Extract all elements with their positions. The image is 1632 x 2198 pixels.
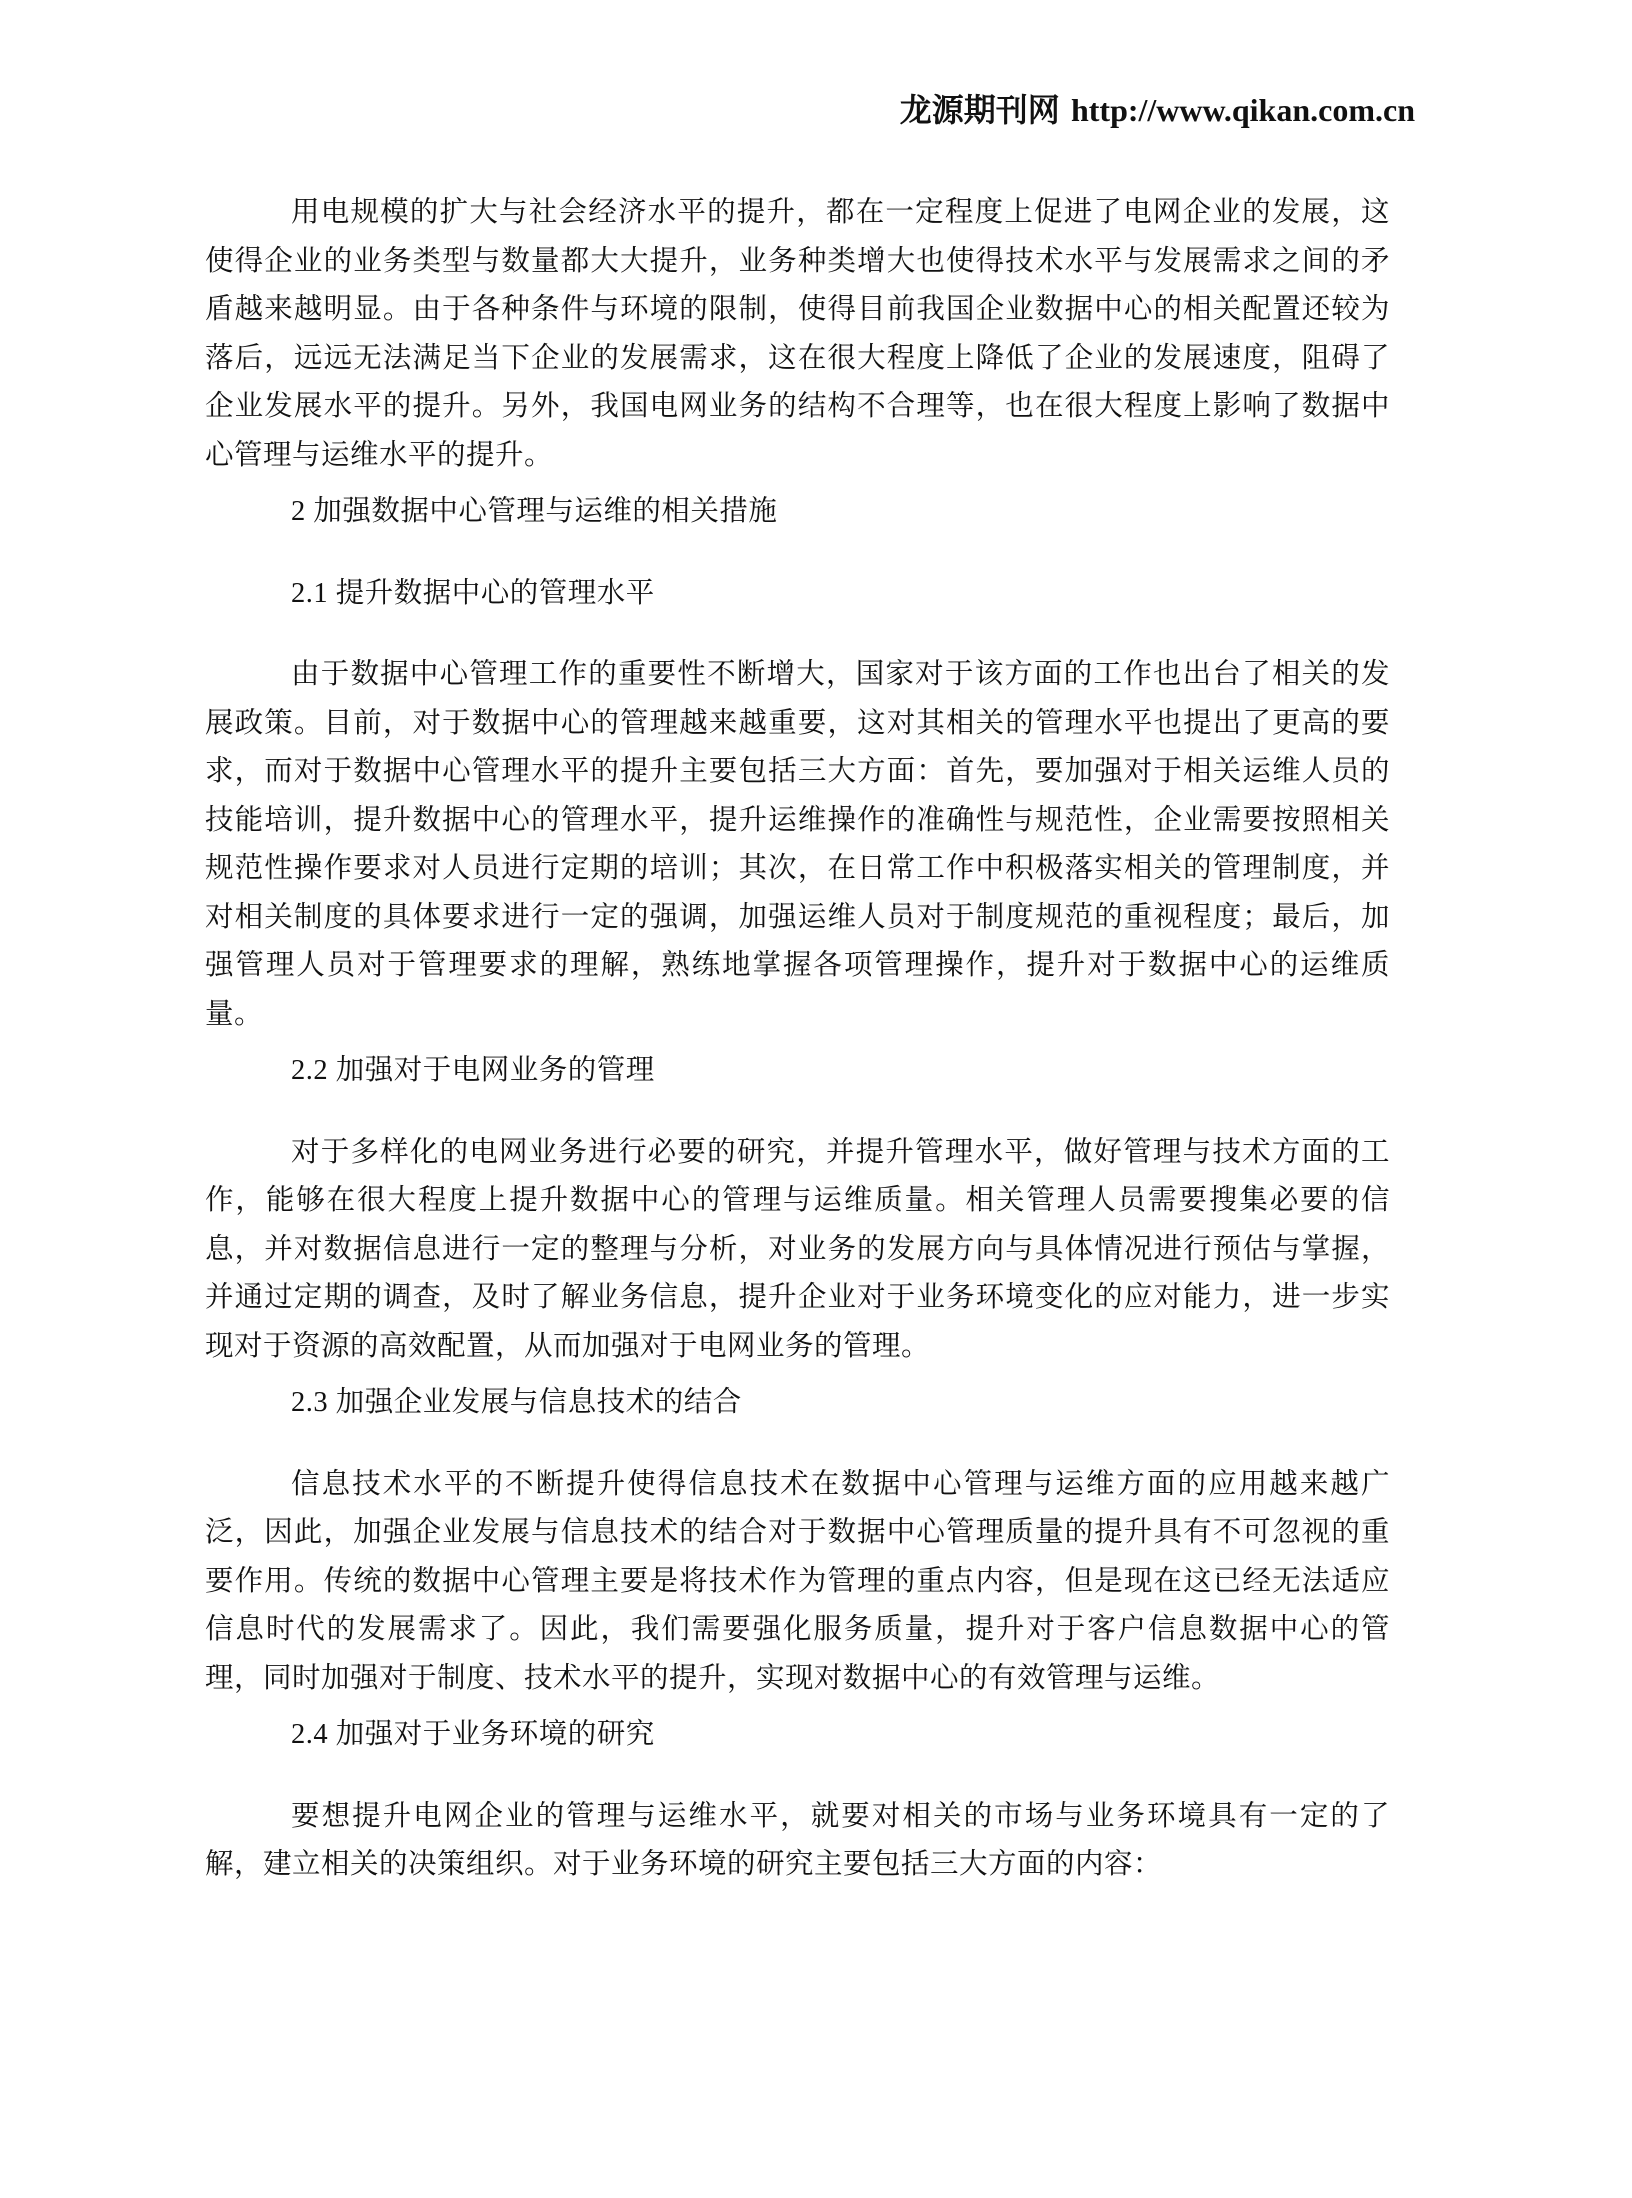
- heading-section-2: 2 加强数据中心管理与运维的相关措施: [291, 496, 778, 527]
- paragraph-section-2-2: 对于多样化的电网业务进行必要的研究，并提升管理水平，做好管理与技术方面的工作，能够在很大程度上提升数据中心的管理与运维质量。相关管理人员需要搜集必要的信息，并对数据信息进行一定的整理与分析，对业务的发展方向与具体情况进行预估与掌握，并通过定期的调查，及时了解业务信息，提升企业对于业务环境变化的应对能力，进一步实现对于资源的高效配置，从而加强对于电网业务的管理。: [205, 1136, 1390, 1362]
- article-body: [205, 189, 1390, 1890]
- document-page: [0, 86, 1632, 2198]
- site-name: 龙源期刊网: [899, 92, 1060, 128]
- page-header: [0, 86, 1415, 134]
- heading-section-2-3: 2.3 加强企业发展与信息技术的结合: [291, 1387, 742, 1418]
- paragraph-intro: 用电规模的扩大与社会经济水平的提升，都在一定程度上促进了电网企业的发展，这使得企业的业务类型与数量都大大提升，业务种类增大也使得技术水平与发展需求之间的矛盾越来越明显。由于各种条件与环境的限制，使得目前我国企业数据中心的相关配置还较为落后，远远无法满足当下企业的发展需求，这在很大程度上降低了企业的发展速度，阻碍了企业发展水平的提升。另外，我国电网业务的结构不合理等，也在很大程度上影响了数据中心管理与运维水平的提升。: [205, 197, 1390, 471]
- paragraph-section-2-1: 由于数据中心管理工作的重要性不断增大，国家对于该方面的工作也出台了相关的发展政策。目前，对于数据中心的管理越来越重要，这对其相关的管理水平也提出了更高的要求，而对于数据中心管理水平的提升主要包括三大方面：首先，要加强对于相关运维人员的技能培训，提升数据中心的管理水平，提升运维操作的准确性与规范性，企业需要按照相关规范性操作要求对人员进行定期的培训；其次，在日常工作中积极落实相关的管理制度，并对相关制度的具体要求进行一定的强调，加强运维人员对于制度规范的重视程度；最后，加强管理人员对于管理要求的理解，熟练地掌握各项管理操作，提升对于数据中心的运维质量。: [205, 659, 1390, 1030]
- paragraph-section-2-4: 要想提升电网企业的管理与运维水平，就要对相关的市场与业务环境具有一定的了解，建立相关的决策组织。对于业务环境的研究主要包括三大方面的内容：: [205, 1800, 1390, 1880]
- heading-section-2-1: 2.1 提升数据中心的管理水平: [291, 577, 655, 609]
- site-url: http://www.qikan.com.cn: [1070, 92, 1415, 128]
- paragraph-section-2-3: 信息技术水平的不断提升使得信息技术在数据中心管理与运维方面的应用越来越广泛，因此，加强企业发展与信息技术的结合对于数据中心管理质量的提升具有不可忽视的重要作用。传统的数据中心管理主要是将技术作为管理的重点内容，但是现在这已经无法适应信息时代的发展需求了。因此，我们需要强化服务质量，提升对于客户信息数据中心的管理，同时加强对于制度、技术水平的提升，实现对数据中心的有效管理与运维。: [205, 1468, 1390, 1694]
- heading-section-2-4: 2.4 加强对于业务环境的研究: [291, 1719, 655, 1750]
- heading-section-2-2: 2.2 加强对于电网业务的管理: [291, 1055, 655, 1086]
